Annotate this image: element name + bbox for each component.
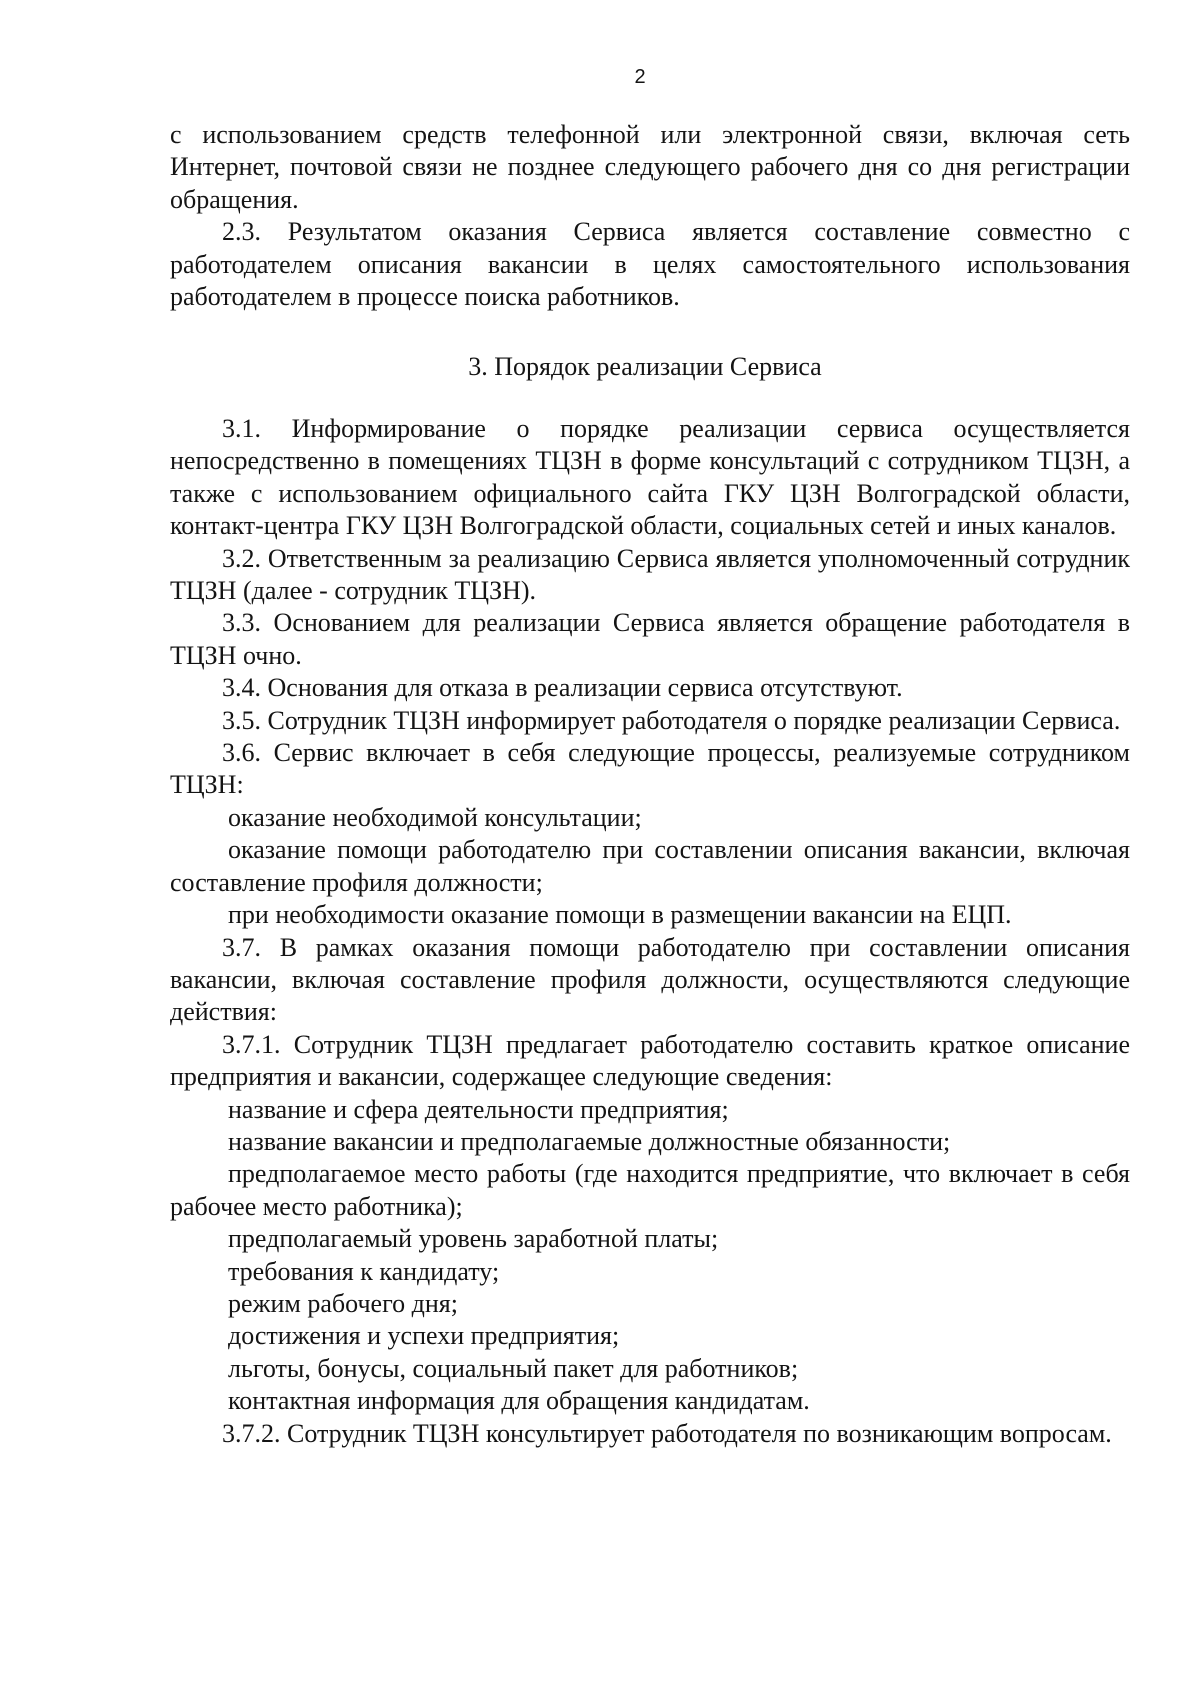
section-text-block: [170, 413, 1130, 1450]
process-item: при необходимости оказание помощи в размещении вакансии на ЕЦП.: [228, 900, 1012, 930]
info-item: название и сфера деятельности предприятия;: [228, 1094, 729, 1124]
paragraph-3-2: 3.2. Ответственным за реализацию Сервиса является уполномоченный сотрудник ТЦЗН (далее - сотрудник ТЦЗН).: [170, 543, 1130, 606]
info-item: название вакансии и предполагаемые должностные обязанности;: [228, 1126, 951, 1156]
top-text-block: [170, 119, 1130, 313]
info-item: контактная информация для обращения кандидатам.: [228, 1386, 810, 1416]
paragraph-3-7-2: 3.7.2. Сотрудник ТЦЗН консультирует работодателя по возникающим вопросам.: [222, 1418, 1112, 1448]
page-number: 2: [634, 66, 646, 88]
info-item: требования к кандидату;: [228, 1256, 500, 1286]
info-item: достижения и успехи предприятия;: [228, 1321, 620, 1351]
info-item: предполагаемый уровень заработной платы;: [228, 1224, 719, 1254]
paragraph-3-5: 3.5. Сотрудник ТЦЗН информирует работодателя о порядке реализации Сервиса.: [222, 705, 1121, 735]
process-item: оказание необходимой консультации;: [228, 802, 642, 832]
paragraph-2-3: 2.3. Результатом оказания Сервиса является составление совместно с работодателем описания вакансии в целях самостоятельного использования работодателем в процессе поиска работников.: [170, 217, 1130, 312]
paragraph-3-7-1: 3.7.1. Сотрудник ТЦЗН предлагает работодателю составить краткое описание предприятия и вакансии, содержащее следующие сведения:: [170, 1029, 1130, 1092]
paragraph-3-6: 3.6. Сервис включает в себя следующие процессы, реализуемые сотрудником ТЦЗН:: [170, 738, 1130, 800]
paragraph-3-7: 3.7. В рамках оказания помощи работодателю при составлении описания вакансии, включая составление профиля должности, осуществляются следующие действия:: [170, 932, 1130, 1027]
paragraph-3-1: 3.1. Информирование о порядке реализации сервиса осуществляется непосредственно в помещениях ТЦЗН в форме консультаций с сотрудником ТЦЗН, а также с использованием официального сайта ГКУ ЦЗН Волгоградской области, контакт-центра ГКУ ЦЗН Волгоградской области, социальных сетей и иных каналов.: [170, 414, 1130, 541]
info-item: предполагаемое место работы (где находится предприятие, что включает в себя рабочее место работника);: [170, 1159, 1130, 1221]
info-item: льготы, бонусы, социальный пакет для работников;: [228, 1353, 799, 1383]
section-heading: 3. Порядок реализации Сервиса: [468, 352, 822, 381]
paragraph-3-3: 3.3. Основанием для реализации Сервиса является обращение работодателя в ТЦЗН очно.: [170, 608, 1130, 670]
process-item: оказание помощи работодателю при составлении описания вакансии, включая составление профиля должности;: [170, 835, 1130, 897]
paragraph-continuation: с использованием средств телефонной или электронной связи, включая сеть Интернет, почтовой связи не позднее следующего рабочего дня со дня регистрации обращения.: [170, 120, 1130, 214]
info-item: режим рабочего дня;: [228, 1288, 458, 1318]
paragraph-3-4: 3.4. Основания для отказа в реализации сервиса отсутствуют.: [222, 673, 903, 703]
